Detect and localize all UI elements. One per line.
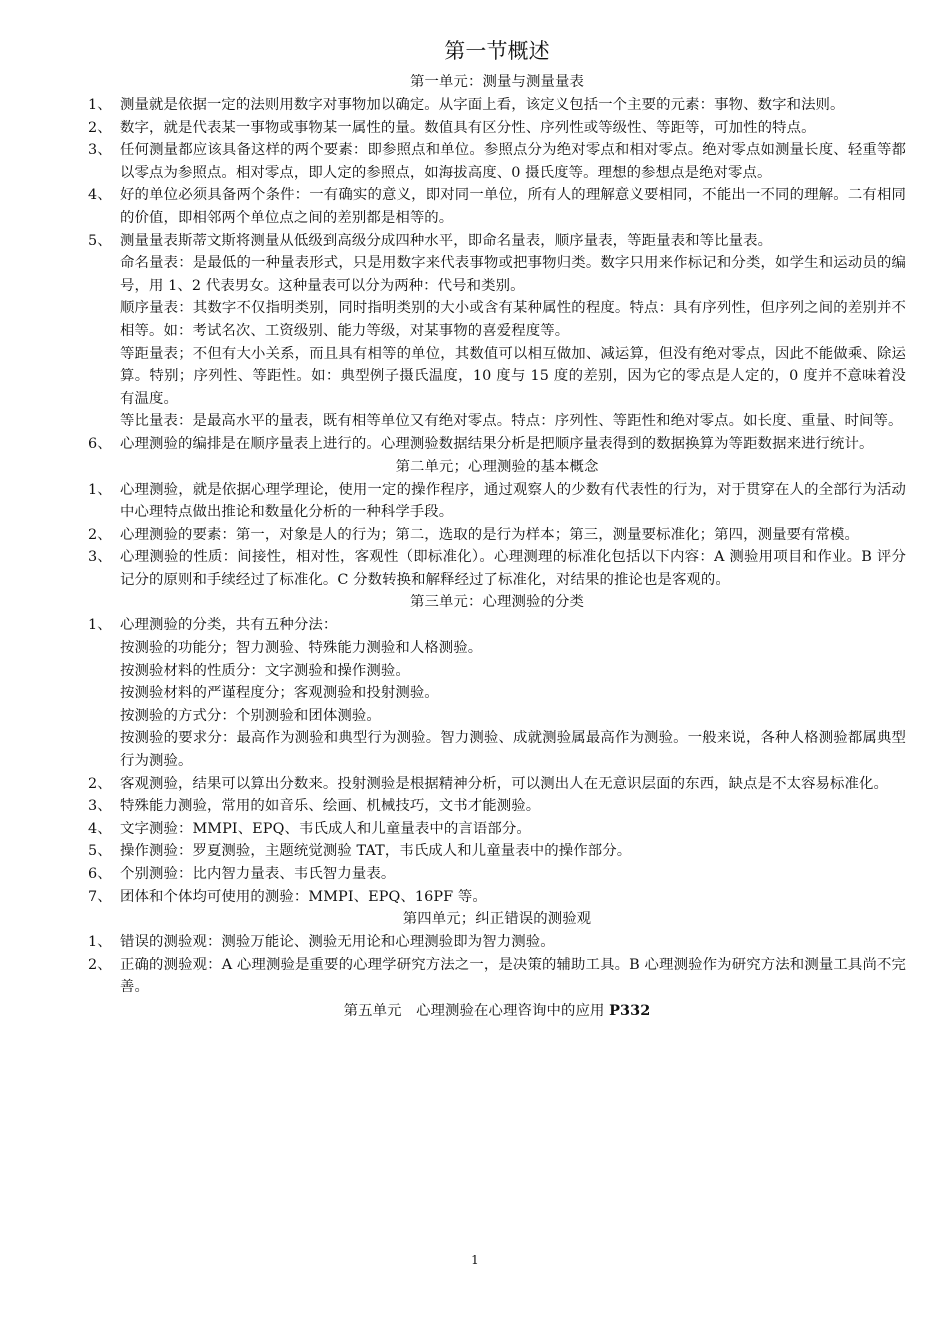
numbered-item bbox=[88, 479, 906, 524]
item-text: 心理测验的性质：间接性，相对性，客观性（即标准化）。心理测理的标准化包括以下内容：A 测验用项目和作业。B 评分记分的原则和手续经过了标准化。C 分数转换和解释经过了标准化，对结果的推论也是客观的。 bbox=[120, 549, 906, 588]
sub-paragraph: 按测验材料的性质分：文字测验和操作测验。 bbox=[120, 662, 410, 679]
item-number: 4、 bbox=[88, 187, 112, 204]
item-text: 文字测验：MMPI、EPQ、韦氏成人和儿童量表中的言语部分。 bbox=[120, 820, 531, 837]
item-number: 4、 bbox=[88, 820, 112, 837]
item-number: 3、 bbox=[88, 798, 112, 815]
sub-paragraph: 按测验的功能分；智力测验、特殊能力测验和人格测验。 bbox=[120, 640, 483, 657]
numbered-item bbox=[88, 546, 906, 591]
item-number: 6、 bbox=[88, 866, 112, 882]
item-text: 特殊能力测验，常用的如音乐、绘画、机械技巧，文书才能测验。 bbox=[120, 798, 541, 815]
item-number: 2、 bbox=[88, 119, 112, 136]
sub-paragraph: 按测验材料的严谨程度分；客观测验和投射测验。 bbox=[120, 685, 439, 702]
numbered-item bbox=[88, 139, 906, 184]
item-text: 任何测量都应该具备这样的两个要素：即参照点和单位。参照点分为绝对零点和相对零点。绝对零点如测量长度、轻重等都以零点为参照点。相对零点，即人定的参照点，如海拔高度、0 摄氏度等。理想的参想点是绝对零点。 bbox=[120, 142, 906, 181]
item-number: 3、 bbox=[88, 142, 112, 159]
item-text: 心理测验的要素：第一，对象是人的行为；第二，选取的是行为样本；第三，测量要标准化；第四，测量要有常模。 bbox=[120, 526, 860, 543]
numbered-item bbox=[88, 230, 906, 253]
numbered-item bbox=[88, 773, 906, 796]
item-number: 5、 bbox=[88, 843, 112, 860]
item-number: 6、 bbox=[88, 435, 112, 452]
unit-heading: 第四单元；纠正错误的测验观 bbox=[402, 911, 592, 928]
item-text: 正确的测验观：A 心理测验是重要的心理学研究方法之一，是决策的辅助工具。B 心理测验作为研究方法和测量工具尚不完善。 bbox=[120, 956, 906, 996]
document-page bbox=[88, 38, 906, 1023]
page-title: 第一节概述 bbox=[444, 39, 550, 63]
item-number: 1、 bbox=[88, 481, 112, 498]
numbered-item bbox=[88, 614, 906, 637]
numbered-item bbox=[88, 433, 906, 456]
numbered-item bbox=[88, 954, 906, 999]
item-text: 错误的测验观：测验万能论、测验无用论和心理测验即为智力测验。 bbox=[120, 934, 555, 951]
numbered-item bbox=[88, 818, 906, 841]
item-number: 5、 bbox=[88, 232, 112, 249]
item-text: 测量量表斯蒂文斯将测量从低级到高级分成四种水平，即命名量表，顺序量表，等距量表和等比量表。 bbox=[120, 232, 773, 249]
unit-heading: 第一单元：测量与测量量表 bbox=[410, 74, 584, 90]
units-container bbox=[88, 71, 906, 999]
sub-paragraph: 等距量表；不但有大小关系，而且具有相等的单位，其数值可以相互做加、减运算，但没有绝对零点，因此不能做乘、除运算。特别；序列性、等距性。如：典型例子摄氏温度，10 度与 15 度的差别，因为它的零点是人定的，0 度并不意味着没有温度。 bbox=[120, 345, 906, 407]
item-text: 操作测验：罗夏测验，主题统觉测验 TAT，韦氏成人和儿童量表中的操作部分。 bbox=[120, 843, 632, 860]
item-number: 1、 bbox=[88, 617, 112, 634]
sub-paragraph: 按测验的要求分：最高作为测验和典型行为测验。智力测验、成就测验属最高作为测验。一般来说，各种人格测验都属典型行为测验。 bbox=[120, 730, 906, 770]
unit-5-heading-text: 第五单元 心理测验在心理咨询中的应用 bbox=[343, 1002, 610, 1019]
item-text: 数字，就是代表某一事物或事物某一属性的量。数值具有区分性、序列性或等级性、等距等，可加性的特点。 bbox=[120, 119, 816, 136]
item-number: 7、 bbox=[88, 888, 112, 905]
item-number: 3、 bbox=[88, 549, 112, 566]
item-text: 好的单位必须具备两个条件：一有确实的意义，即对同一单位，所有人的理解意义要相同，不能出一不同的理解。二有相同的价值，即相邻两个单位点之间的差别都是相等的。 bbox=[120, 187, 906, 226]
numbered-item bbox=[88, 184, 906, 229]
item-text: 客观测验，结果可以算出分数来。投射测验是根据精神分析，可以测出人在无意识层面的东西，缺点是不太容易标准化。 bbox=[120, 775, 889, 792]
item-text: 心理测验，就是依据心理学理论，使用一定的操作程序，通过观察人的少数有代表性的行为，对于贯穿在人的全部行为活动中心理特点做出推论和数量化分析的一种科学手段。 bbox=[120, 481, 906, 521]
unit-5-heading bbox=[88, 999, 906, 1023]
item-number: 1、 bbox=[88, 934, 112, 951]
unit-heading: 第三单元：心理测验的分类 bbox=[410, 594, 584, 611]
numbered-item bbox=[88, 863, 906, 886]
numbered-item bbox=[88, 94, 906, 117]
numbered-item bbox=[88, 840, 906, 863]
sub-paragraph: 按测验的方式分：个别测验和团体测验。 bbox=[120, 707, 381, 724]
numbered-item bbox=[88, 795, 906, 818]
numbered-item bbox=[88, 117, 906, 140]
unit-5-page-ref: P332 bbox=[609, 1001, 651, 1019]
sub-paragraph: 顺序量表：其数字不仅指明类别，同时指明类别的大小或含有某种属性的程度。特点：具有序列性，但序列之间的差别并不相等。如：考试名次、工资级别、能力等级，对某事物的喜爱程度等。 bbox=[120, 300, 906, 339]
numbered-item bbox=[88, 931, 906, 954]
sub-paragraph: 等比量表：是最高水平的量表，既有相等单位又有绝对零点。特点：序列性、等距性和绝对零点。如长度、重量、时间等。 bbox=[120, 413, 903, 430]
numbered-item bbox=[88, 886, 906, 909]
item-text: 心理测验的分类，共有五种分法： bbox=[120, 617, 338, 634]
item-text: 团体和个体均可使用的测验：MMPI、EPQ、16PF 等。 bbox=[120, 888, 487, 905]
item-number: 2、 bbox=[88, 775, 112, 792]
item-text: 心理测验的编排是在顺序量表上进行的。心理测验数据结果分析是把顺序量表得到的数据换算为等距数据来进行统计。 bbox=[120, 435, 874, 452]
item-number: 2、 bbox=[88, 956, 112, 973]
unit-heading: 第二单元；心理测验的基本概念 bbox=[395, 458, 599, 475]
page-number: 1 bbox=[471, 1253, 479, 1267]
item-number: 2、 bbox=[88, 526, 112, 543]
item-text: 个别测验：比内智力量表、韦氏智力量表。 bbox=[120, 866, 396, 882]
item-number: 1、 bbox=[88, 97, 112, 113]
numbered-item bbox=[88, 524, 906, 547]
item-text: 测量就是依据一定的法则用数字对事物加以确定。从字面上看，该定义包括一个主要的元素：事物、数字和法则。 bbox=[120, 97, 845, 113]
sub-paragraph: 命名量表：是最低的一种量表形式，只是用数字来代表事物或把事物归类。数字只用来作标记和分类，如学生和运动员的编号，用 1、2 代表男女。这种量表可以分为两种：代号和类别。 bbox=[120, 255, 906, 294]
